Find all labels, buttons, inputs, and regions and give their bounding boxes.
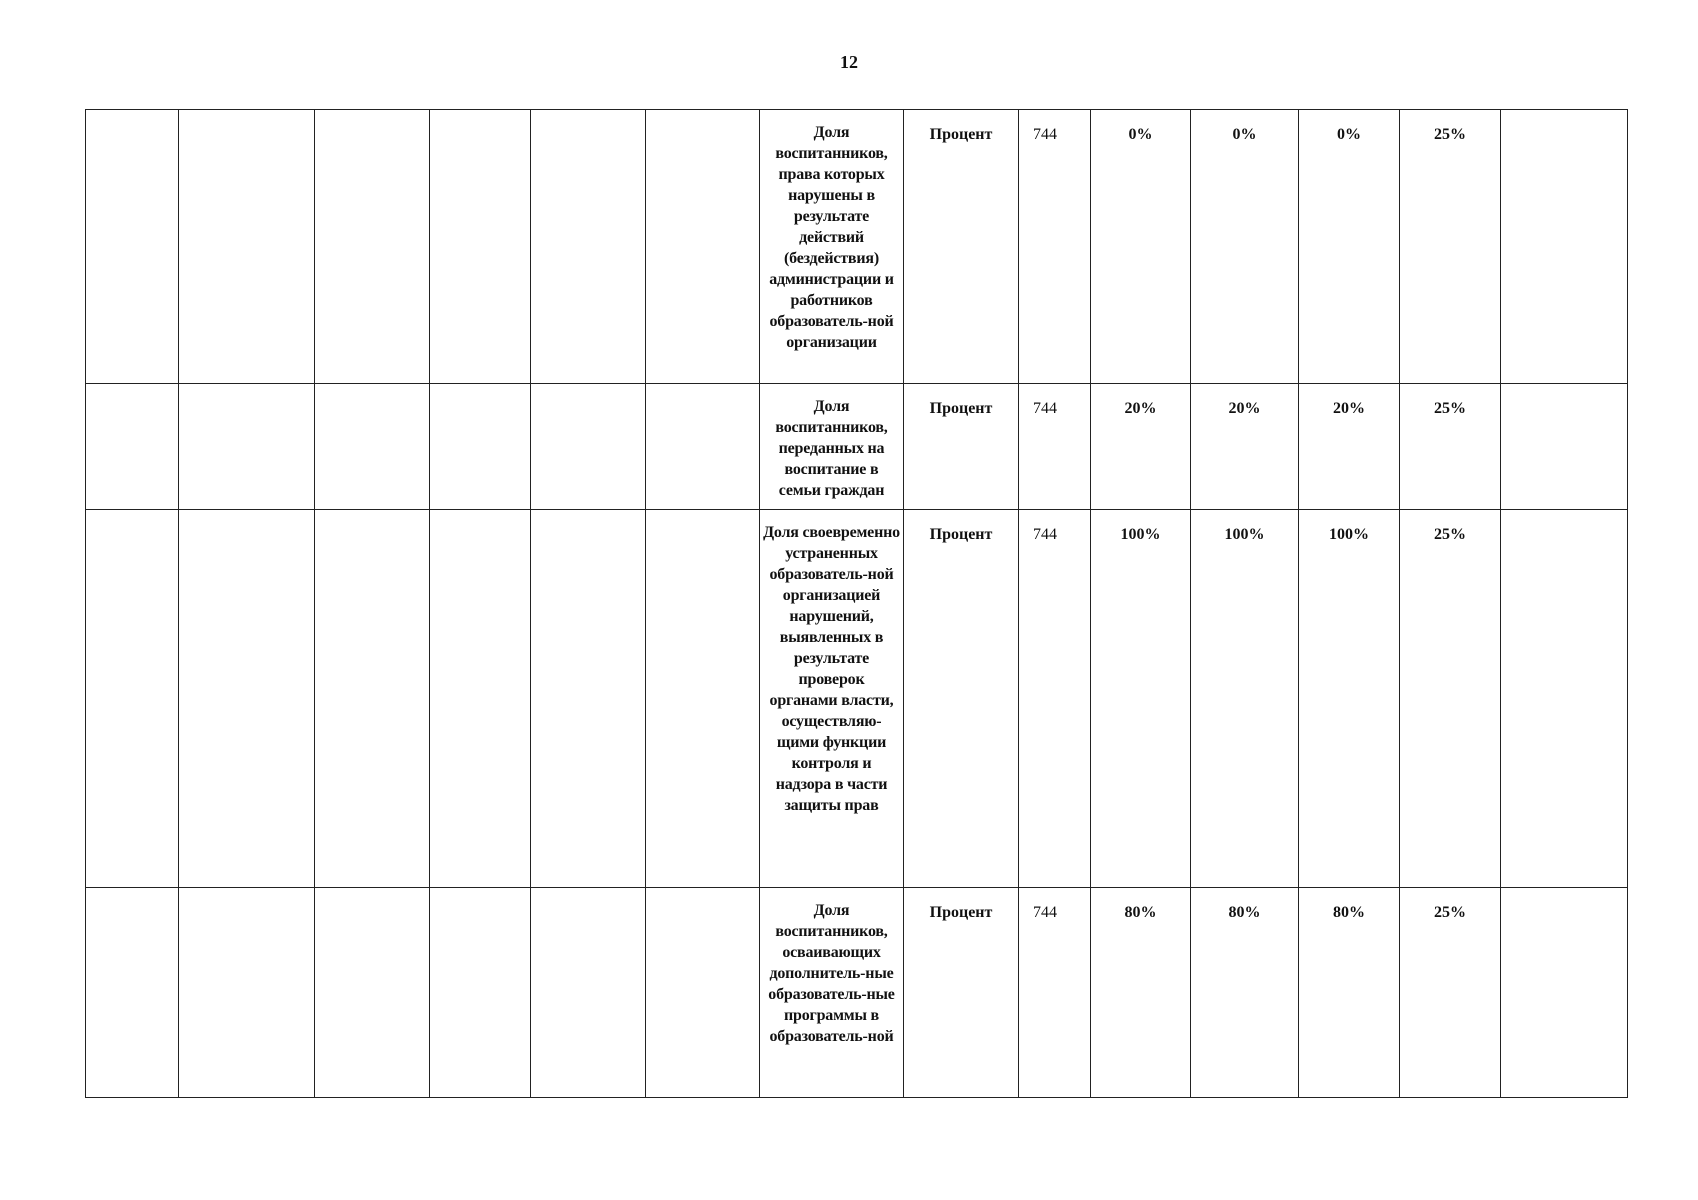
empty-cell (315, 888, 430, 1098)
empty-cell (86, 384, 179, 510)
indicators-table (85, 109, 1628, 1098)
empty-cell (179, 110, 315, 384)
unit-of-measure: Процент (904, 110, 1019, 384)
okei-code: 744 (1019, 510, 1091, 888)
value-year-3: 80% (1299, 888, 1400, 1098)
empty-cell (315, 384, 430, 510)
page-number: 12 (840, 52, 858, 72)
empty-cell (86, 510, 179, 888)
okei-code: 744 (1019, 384, 1091, 510)
empty-cell (646, 888, 760, 1098)
value-year-1: 20% (1091, 384, 1191, 510)
unit-of-measure: Процент (904, 888, 1019, 1098)
empty-cell (430, 384, 531, 510)
empty-cell (646, 384, 760, 510)
allowed-deviation: 25% (1400, 888, 1501, 1098)
value-year-1: 100% (1091, 510, 1191, 888)
okei-code: 744 (1019, 110, 1091, 384)
allowed-deviation: 25% (1400, 110, 1501, 384)
value-year-2: 0% (1191, 110, 1299, 384)
indicator-name: Доля воспитанников, осваивающих дополнитель-ные образователь-ные программы в образователь-ной (760, 888, 904, 1098)
value-year-1: 80% (1091, 888, 1191, 1098)
allowed-deviation: 25% (1400, 384, 1501, 510)
empty-cell (430, 888, 531, 1098)
empty-cell (315, 510, 430, 888)
empty-cell (179, 384, 315, 510)
empty-cell (430, 110, 531, 384)
empty-cell (179, 510, 315, 888)
value-year-3: 100% (1299, 510, 1400, 888)
empty-cell (646, 110, 760, 384)
empty-cell (86, 110, 179, 384)
table-row (86, 888, 1628, 1098)
value-year-3: 0% (1299, 110, 1400, 384)
value-year-2: 80% (1191, 888, 1299, 1098)
note-cell (1501, 110, 1628, 384)
allowed-deviation: 25% (1400, 510, 1501, 888)
okei-code: 744 (1019, 888, 1091, 1098)
empty-cell (179, 888, 315, 1098)
value-year-3: 20% (1299, 384, 1400, 510)
indicator-name: Доля воспитанников, права которых нарушены в результате действий (бездействия) администрации и работников образователь-ной организации (760, 110, 904, 384)
note-cell (1501, 888, 1628, 1098)
value-year-1: 0% (1091, 110, 1191, 384)
empty-cell (531, 888, 646, 1098)
empty-cell (646, 510, 760, 888)
note-cell (1501, 510, 1628, 888)
empty-cell (531, 510, 646, 888)
empty-cell (86, 888, 179, 1098)
empty-cell (531, 110, 646, 384)
indicator-name: Доля своевременно устраненных образователь-ной организацией нарушений, выявленных в результате проверок органами власти, осуществляю-щими функции контроля и надзора в части защиты прав (760, 510, 904, 888)
empty-cell (430, 510, 531, 888)
unit-of-measure: Процент (904, 510, 1019, 888)
empty-cell (315, 110, 430, 384)
empty-cell (531, 384, 646, 510)
value-year-2: 100% (1191, 510, 1299, 888)
note-cell (1501, 384, 1628, 510)
value-year-2: 20% (1191, 384, 1299, 510)
table-row (86, 384, 1628, 510)
table-row (86, 510, 1628, 888)
table-row (86, 110, 1628, 384)
unit-of-measure: Процент (904, 384, 1019, 510)
indicator-name: Доля воспитанников, переданных на воспитание в семьи граждан (760, 384, 904, 510)
